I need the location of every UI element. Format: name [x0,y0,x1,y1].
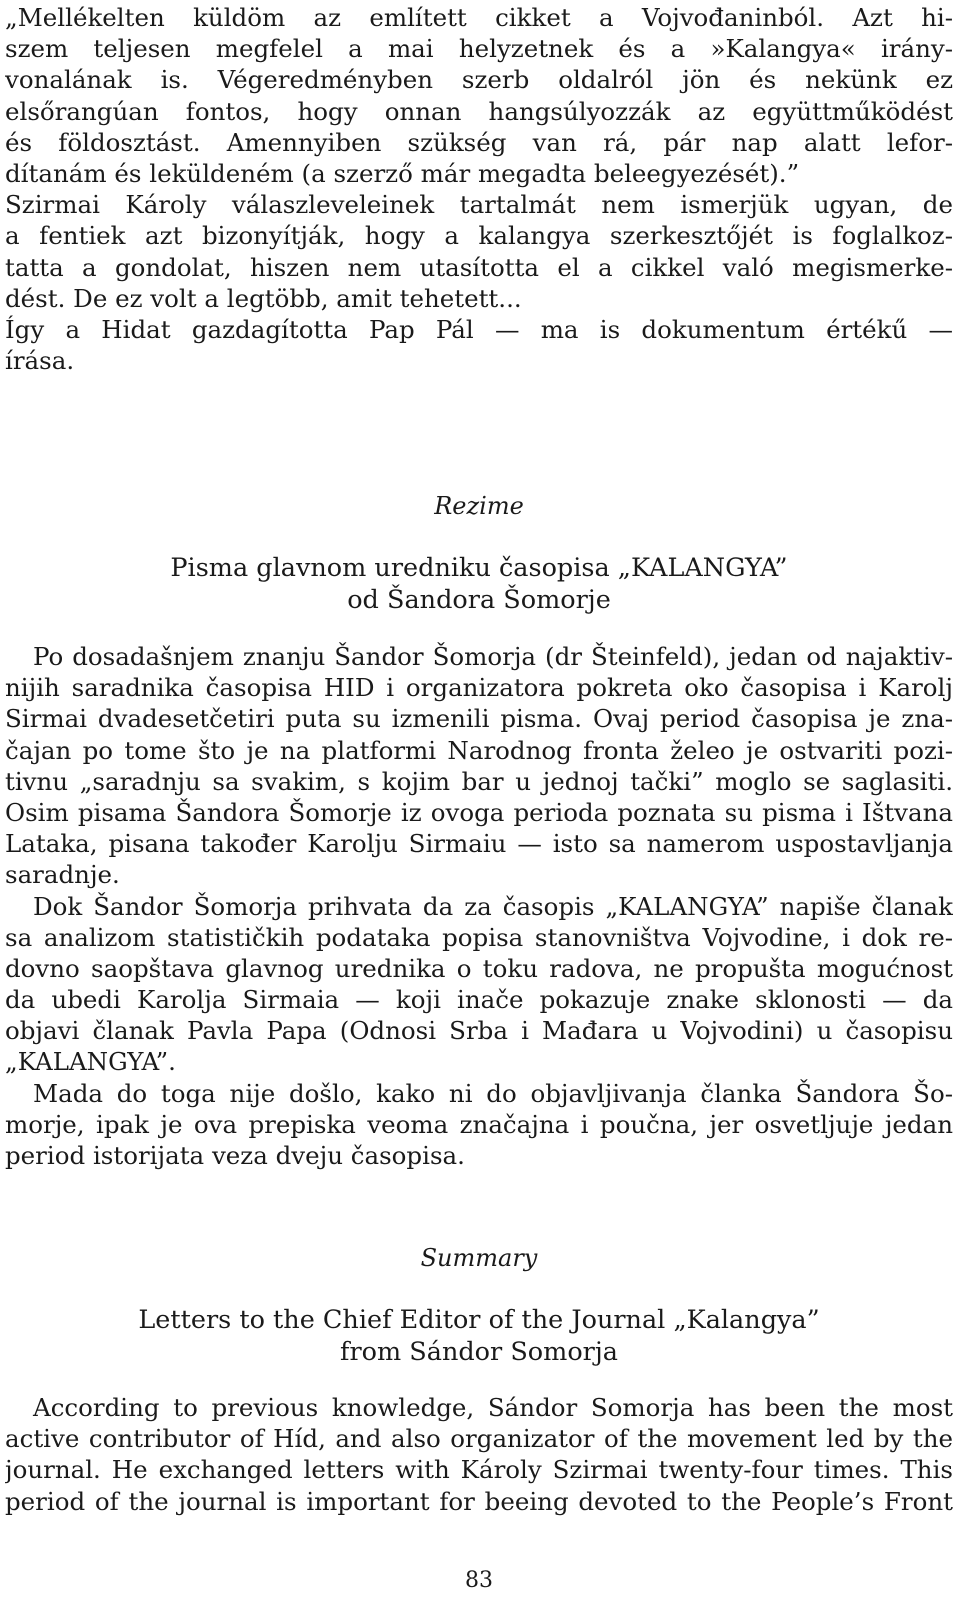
paragraph-line: „KALANGYA”. [5,1047,176,1077]
rezime-heading: Rezime [434,492,524,520]
summary-title-line: Letters to the Chief Editor of the Journal „Kalangya” [138,1305,820,1335]
paragraph-line: Sirmai dvadesetčetiri puta su izmenili pisma. Ovaj period časopisa je zna- [5,704,953,734]
paragraph-line: dést. De ez volt a legtöbb, amit tehetett... [5,283,522,313]
paragraph-line: tivnu „saradnju sa svakim, s kojim bar u jednoj tački” moglo se saglasiti. [5,766,953,796]
paragraph-line: journal. He exchanged letters with Károly Szirmai twenty-four times. This [5,1455,953,1485]
paragraph-line: írása. [5,346,75,376]
paragraph-line: Lataka, pisana također Karolju Sirmaiu — isto sa namerom uspostavljanja [5,829,953,859]
paragraph-line: period of the journal is important for beeing devoted to the People’s Front [5,1486,953,1516]
paragraph-line: period istorijata veza dveju časopisa. [5,1141,465,1170]
paragraph-line: Dok Šandor Šomorja prihvata da za časopis „KALANGYA” napiše članak [33,891,953,921]
rezime-title-line: Pisma glavnom uredniku časopisa „KALANGYA” [170,553,788,583]
paragraph-line: vonalának is. Végeredményben szerb oldalról jön és nekünk ez [5,65,953,95]
paragraph-line: Így a Hidat gazdagította Pap Pál — ma is dokumentum értékű — [5,314,953,344]
paragraph-line: objavi članak Pavla Papa (Odnosi Srba i Mađara u Vojvodini) u časopisu [5,1016,953,1046]
hungarian-section [5,2,953,376]
paragraph-line: da ubedi Karolja Sirmaia — koji inače pokazuje znake sklonosti — da [5,985,953,1015]
summary-title-line: from Sándor Somorja [340,1337,618,1367]
paragraph-line: čajan po tome što je na platformi Narodnog fronta želeo je ostvariti pozi- [5,735,953,765]
paragraph-line: Szirmai Károly válaszleveleinek tartalmát nem ismerjük ugyan, de [5,190,953,220]
paragraph-line: és földosztást. Amennyiben szükség van rá, pár nap alatt lefor- [5,127,953,157]
paragraph-line: sa analizom statističkih podataka popisa stanovništva Vojvodine, i dok re- [5,922,953,952]
paragraph-line: dovno saopštava glavnog urednika o toku radova, ne propušta mogućnost [5,953,953,983]
summary-heading: Summary [420,1244,538,1272]
paragraph-line: saradnje. [5,860,120,890]
paragraph-line: morje, ipak je ova prepiska veoma značajna i poučna, jer osvetljuje jedan [5,1109,953,1139]
paragraph-line: According to previous knowledge, Sándor Somorja has been the most [33,1393,953,1422]
summary-body [5,1392,953,1517]
summary-title [5,1304,953,1368]
paragraph-line: elsőrangúan fontos, hogy onnan hangsúlyozzák az együttműködést [5,96,953,126]
paragraph-line: Po dosadašnjem znanju Šandor Šomorja (dr Šteinfeld), jedan od najaktiv- [33,642,953,671]
paragraph-line: active contributor of Híd, and also organizator of the movement led by the [5,1424,953,1454]
rezime-title [5,552,953,616]
paragraph-line: tatta a gondolat, hiszen nem utasította el a cikkel való megismerke- [5,252,953,282]
paragraph-line: dítanám és leküldeném (a szerző már megadta beleegyezését).” [5,158,800,188]
paragraph-line: Osim pisama Šandora Šomorje iz ovoga perioda poznata su pisma i Ištvana [5,797,953,827]
page-number: 83 [465,1568,493,1593]
paragraph-line: szem teljesen megfelel a mai helyzetnek és a »Kalangya« irány- [5,34,953,64]
rezime-title-line: od Šandora Šomorje [347,585,611,615]
paragraph-line: a fentiek azt bizonyítják, hogy a kalangya szerkesztőjét is foglalkoz- [5,221,953,251]
paragraph-line: „Mellékelten küldöm az említett cikket a Vojvođaninból. Azt hi- [5,3,953,32]
rezime-body [5,641,953,1171]
paragraph-line: Mada do toga nije došlo, kako ni do objavljivanja članka Šandora Šo- [33,1078,953,1108]
paragraph-line: nijih saradnika časopisa HID i organizatora pokreta oko časopisa i Karolj [5,673,953,703]
